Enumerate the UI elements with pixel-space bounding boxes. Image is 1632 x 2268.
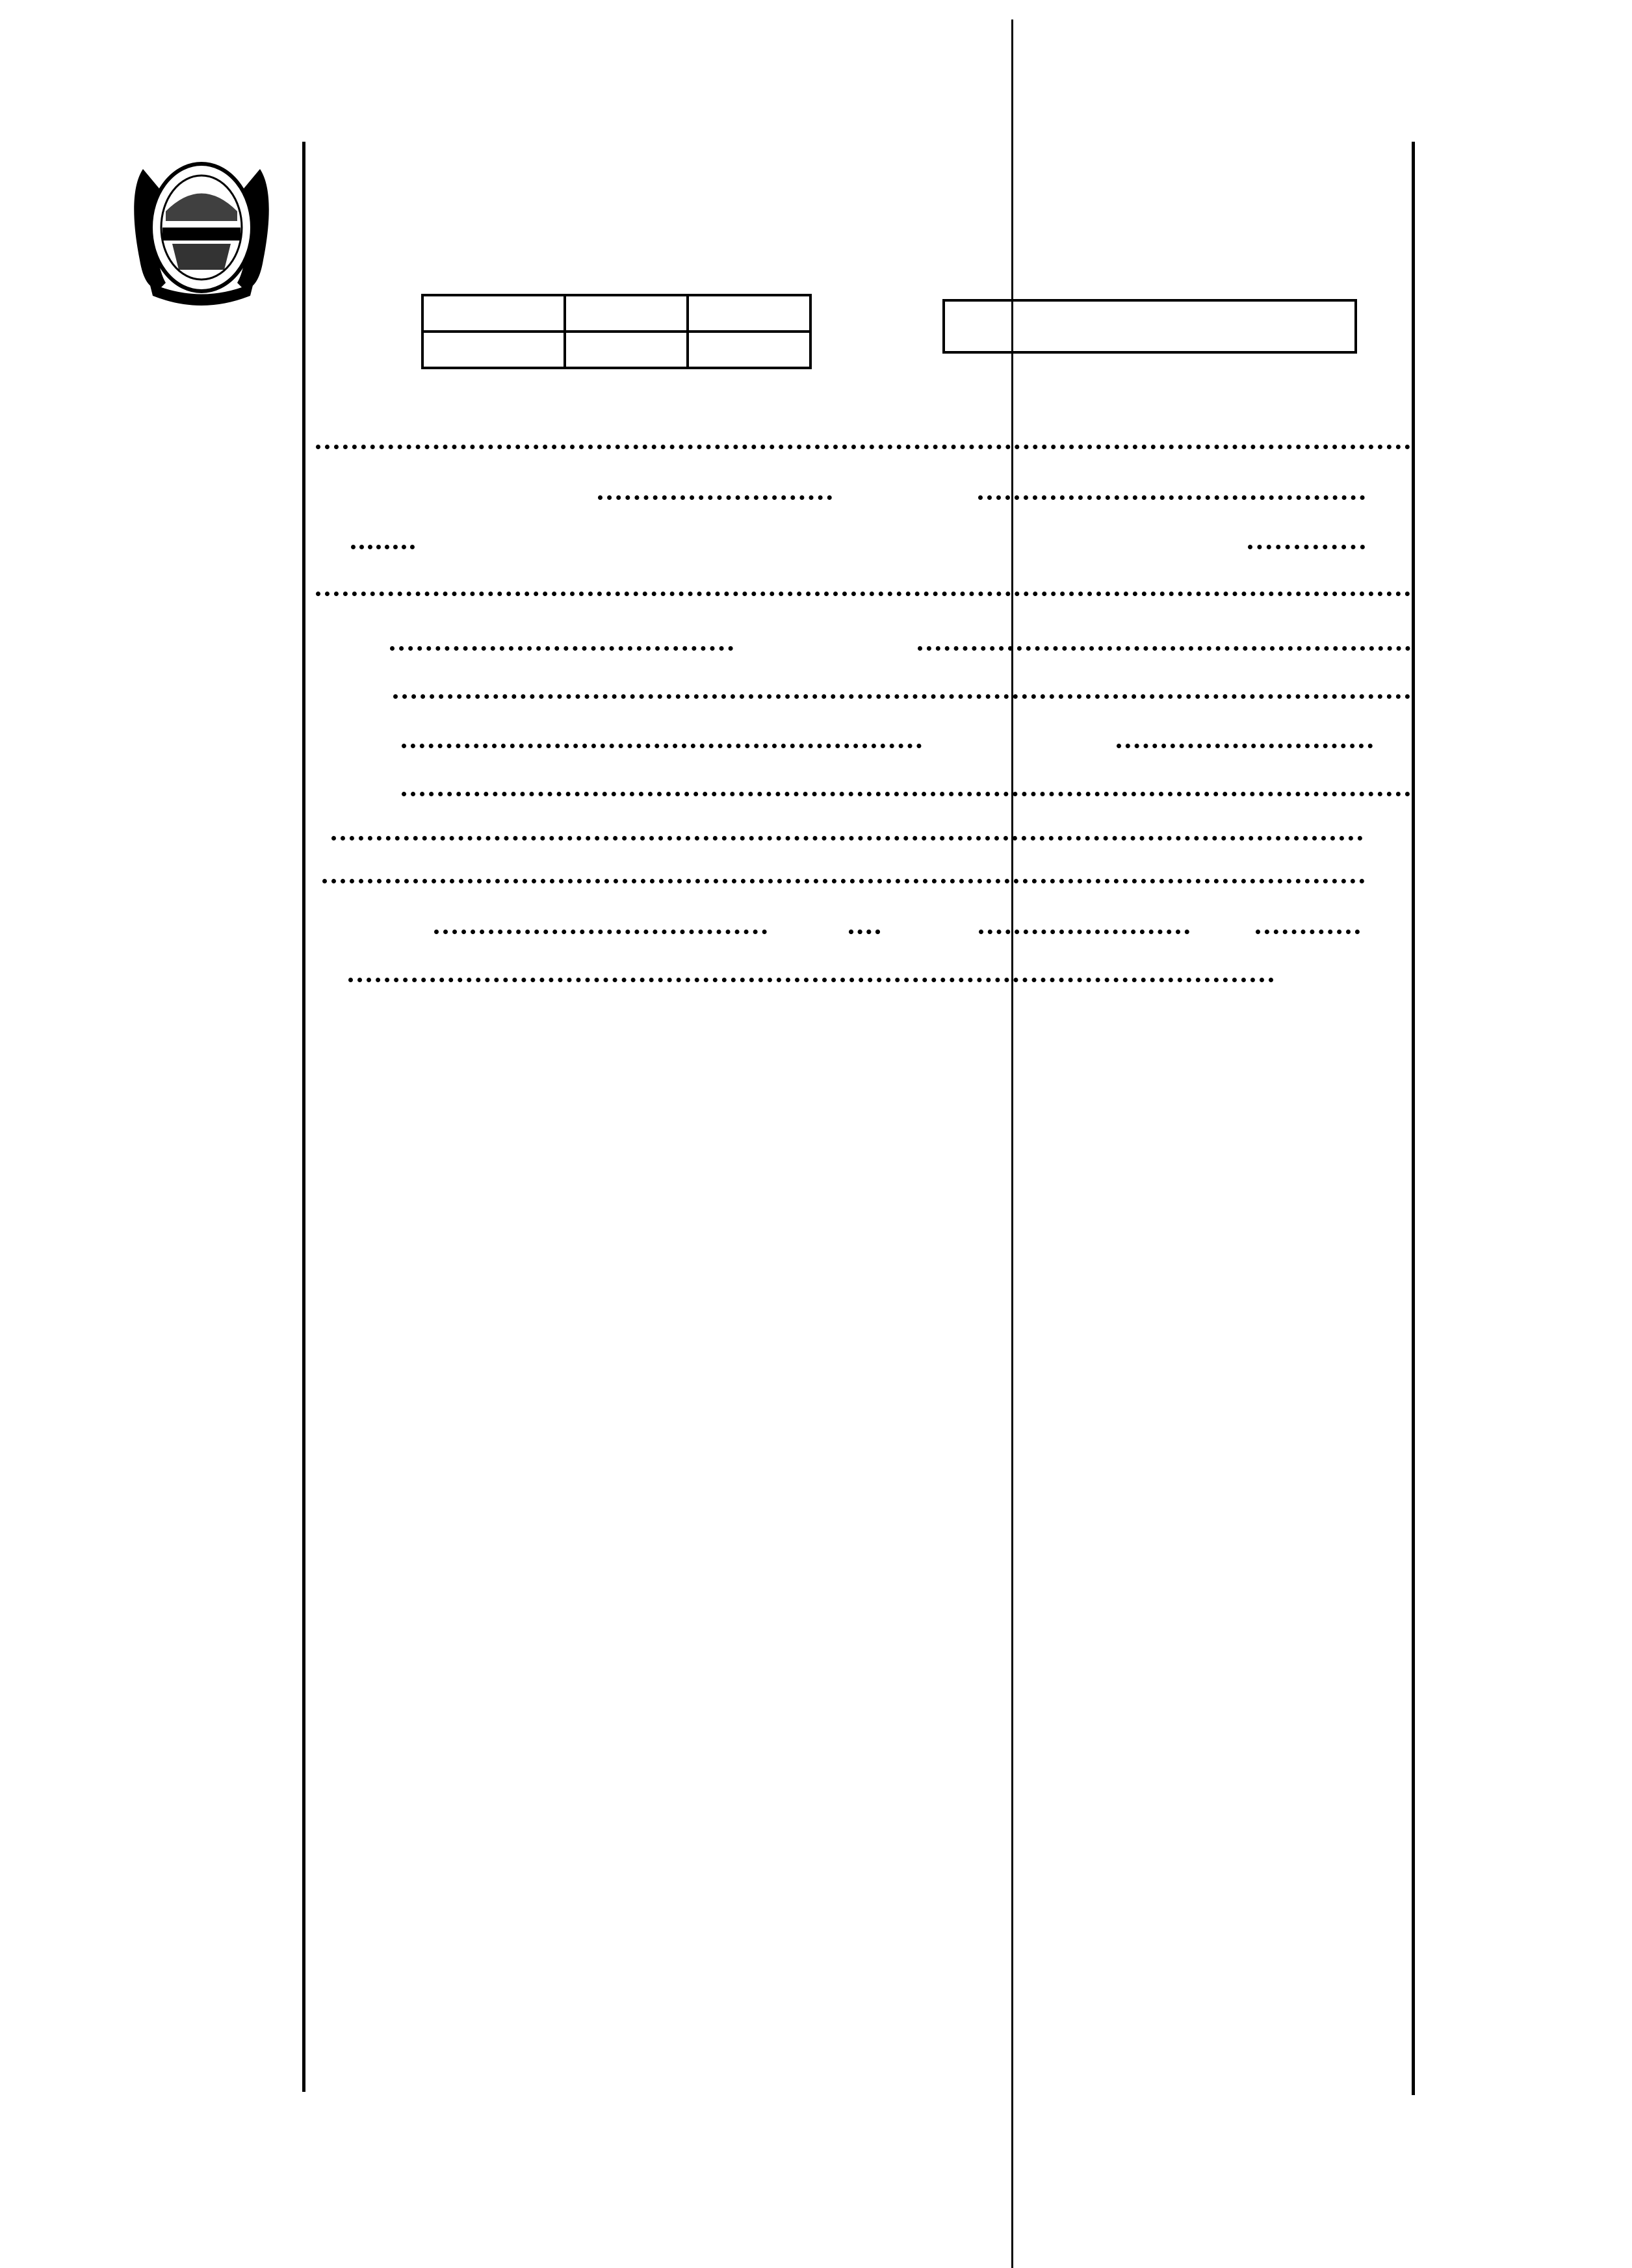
dotted-line	[1117, 744, 1373, 748]
dotted-line	[331, 836, 1363, 841]
dotted-line	[390, 646, 733, 651]
dotted-line	[978, 495, 1365, 500]
acta-value	[565, 332, 688, 368]
dotted-line	[316, 592, 1410, 596]
dotted-line	[849, 930, 880, 934]
dotted-line	[979, 930, 1189, 934]
dotted-line	[434, 930, 767, 934]
center-fold-line	[1011, 20, 1013, 2268]
dotted-line	[402, 744, 922, 748]
anio-value	[688, 332, 810, 368]
left-margin-border	[302, 142, 305, 2092]
misiones-emblem-icon	[123, 150, 279, 306]
dotted-line	[598, 495, 832, 500]
record-reference-table	[421, 294, 812, 369]
record-type-box	[942, 299, 1357, 354]
dotted-line	[393, 694, 1410, 699]
dotted-line	[348, 978, 1274, 982]
right-margin-border	[1412, 142, 1415, 2095]
dotted-line	[1248, 545, 1365, 549]
tomo-header	[422, 295, 565, 332]
dotted-line	[918, 646, 1410, 651]
dotted-line	[316, 445, 1410, 449]
acta-header	[565, 295, 688, 332]
coat-of-arms-logo	[123, 150, 279, 306]
dotted-line	[351, 545, 415, 549]
dotted-line	[1256, 930, 1360, 934]
anio-header	[688, 295, 810, 332]
tomo-value	[422, 332, 565, 368]
dotted-line	[402, 792, 1410, 796]
dotted-line	[322, 879, 1365, 883]
